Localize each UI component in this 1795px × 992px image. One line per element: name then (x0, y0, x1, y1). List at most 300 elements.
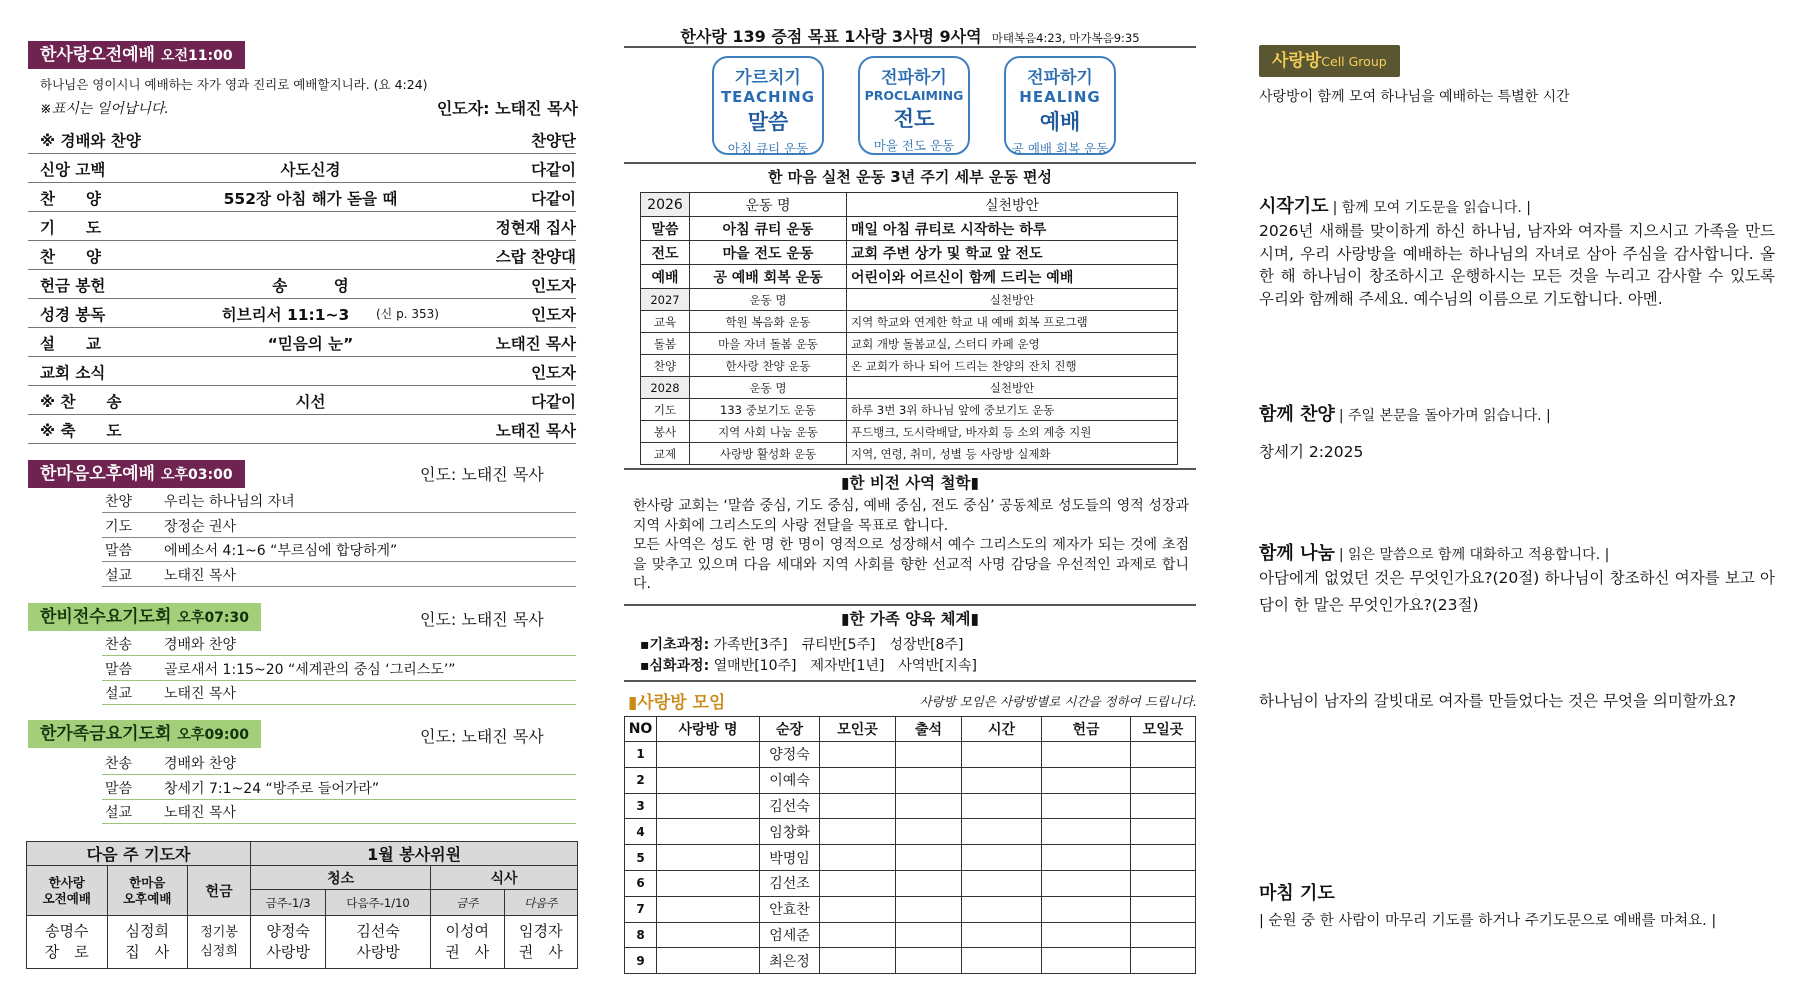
cell-blank-cell (820, 793, 896, 819)
closing-prayer-title: 마침 기도 (1259, 883, 1335, 904)
morning-service-time: 오전11:00 (160, 48, 233, 64)
friday-service-title: 한가족금요기도회 (40, 724, 172, 744)
cell-table-header: 모인곳 (820, 717, 896, 742)
cycle-plan: 실천방안 (847, 377, 1178, 399)
sharing-question-1: 아담에게 없었던 것은 무엇인가요?(20절) 하나님이 창조하신 여자를 보고 아담이 한 말은 무엇인가요?(23절) (1259, 569, 1775, 614)
cell-blank-cell (962, 870, 1042, 896)
afternoon-service-title: 한마음오후예배 (40, 464, 155, 484)
cycle-movement: 운동 명 (690, 377, 847, 399)
order-content: 송 영 (272, 277, 349, 295)
bubble-sub: 마을 전도 운동 (873, 138, 955, 153)
service-order-row (28, 327, 576, 357)
cell-blank-cell (1042, 767, 1131, 793)
cell-blank-cell (1042, 870, 1131, 896)
cycle-row (641, 193, 1178, 217)
bubble-main: 말씀 (747, 110, 789, 134)
cycle-movement: 운동 명 (690, 289, 847, 311)
praise-scripture: 창세기 2:2025 (1259, 443, 1364, 461)
cell-leader: 김선조 (760, 870, 820, 896)
cell-table-header: 시간 (962, 717, 1042, 742)
cell-meeting-divider (624, 680, 1196, 682)
order-content: 시선 (295, 393, 326, 411)
order-item: 설교 (105, 567, 133, 584)
sharing-title: 함께 나눔 (1259, 543, 1335, 564)
goal-title: 한사랑 139 증점 목표 1사랑 3사명 9사역 (680, 27, 982, 46)
cell-blank-cell (820, 819, 896, 845)
cycle-movement: 운동 명 (690, 193, 847, 217)
cell-blank-cell (1131, 819, 1196, 845)
praise-title: 함께 찬양 (1259, 404, 1335, 425)
cell-leader: 김선숙 (760, 793, 820, 819)
order-item: 말씀 (105, 661, 133, 678)
service-order-row (28, 414, 576, 444)
cell-group-badge (1259, 45, 1400, 77)
cell-row-number: 9 (625, 948, 657, 974)
cycle-category: 2026 (641, 193, 690, 217)
next-week-prayers-header: 다음 주 기도자 (27, 842, 251, 866)
cycle-plan: 교회 주변 상가 및 학교 앞 전도 (847, 241, 1178, 265)
cycle-movement: 사랑방 활성화 운동 (690, 443, 847, 465)
cell-leader: 최은정 (760, 948, 820, 974)
family-divider (624, 604, 1196, 606)
order-item: 기도 (105, 518, 133, 535)
cell-table-row (625, 845, 1196, 871)
friday-service-time: 오후09:00 (177, 727, 250, 743)
cycle-category: 봉사 (641, 421, 690, 443)
cell-row-number: 7 (625, 896, 657, 922)
service-order-row (28, 356, 576, 386)
col-offering: 헌금 (188, 866, 251, 916)
sharing-heading (1259, 539, 1609, 565)
cycle-row (641, 311, 1178, 333)
order-item: 헌금 봉헌 (40, 277, 106, 295)
friday-service-band (28, 720, 261, 748)
cycle-divider (624, 162, 1196, 164)
morning-service-band (28, 41, 245, 69)
order-item: 성경 봉독 (40, 306, 106, 324)
cell-meeting-title: ▮사랑방 모임 (628, 693, 726, 713)
order-content: 사도신경 (280, 161, 341, 179)
order-content: 경배와 찬양 (164, 756, 237, 772)
goal-bible-refs: 마태복음4:23, 마가복음9:35 (991, 31, 1140, 45)
cell-blank-cell (1042, 896, 1131, 922)
cycle-movement: 마을 자녀 돌봄 운동 (690, 333, 847, 355)
cell-blank-cell (896, 896, 962, 922)
afternoon-prayer-person: 심정희 집 사 (107, 916, 188, 969)
order-content: 장정순 권사 (164, 518, 237, 535)
cycle-plan: 실천방안 (847, 289, 1178, 311)
cell-table-row (625, 870, 1196, 896)
col-clean-next-week: 다음주-1/10 (326, 890, 431, 916)
order-item: 설교 (105, 805, 133, 821)
cell-blank-cell (896, 870, 962, 896)
order-item: 찬 양 (40, 190, 101, 208)
cell-blank-cell (1042, 819, 1131, 845)
wednesday-leader: 인도: 노태진 목사 (420, 610, 544, 629)
cell-table-row (625, 896, 1196, 922)
cycle-row (641, 377, 1178, 399)
order-content: 우리는 하나님의 자녀 (164, 494, 295, 510)
cell-name-cell (657, 819, 760, 845)
service-order-row (28, 298, 576, 328)
order-content: 창세기 7:1~24 “방주로 들어가라” (164, 780, 380, 797)
cycle-movement: 학원 복음화 운동 (690, 311, 847, 333)
closing-prayer-instruction: | 순원 중 한 사람이 마무리 기도를 하거나 주기도문으로 예배를 마쳐요. | (1259, 913, 1717, 929)
bubble-main: 전도 (893, 107, 935, 131)
col-meal: 식사 (431, 866, 578, 890)
cell-leader: 임창화 (760, 819, 820, 845)
cell-blank-cell (896, 793, 962, 819)
cell-table-header: 헌금 (1042, 717, 1131, 742)
service-order-row (28, 240, 576, 270)
vision-paragraph-1: 한사랑 교회는 ‘말씀 중심, 기도 중심, 예배 중심, 전도 중심’ 공동체로 성도들의 영적 성장과 지역 사회에 그리스도의 사랑 전달을 목표로 합니다. (633, 498, 1189, 534)
cell-name-cell (657, 896, 760, 922)
service-order-row (102, 631, 576, 656)
sharing-question-2: 하나님이 남자의 갈빗대로 여자를 만들었다는 것은 무엇을 의미할까요? (1259, 692, 1736, 710)
cell-meeting-note: 사랑방 모임은 사랑방별로 시간을 정하여 드립니다. (919, 694, 1197, 709)
cell-table-row (625, 948, 1196, 974)
meal-next-week-value: 임경자 권 사 (504, 916, 577, 969)
cycle-movement: 한사랑 찬양 운동 (690, 355, 847, 377)
service-order-row (102, 562, 576, 587)
cell-name-cell (657, 870, 760, 896)
cell-table-row (625, 767, 1196, 793)
order-person: 정현재 집사 (495, 219, 576, 237)
cell-blank-cell (962, 742, 1042, 768)
bubble-english: PROCLAIMING (864, 88, 964, 103)
cycle-category: 찬양 (641, 355, 690, 377)
cell-table-row (625, 742, 1196, 768)
cell-blank-cell (1131, 767, 1196, 793)
cycle-category: 교육 (641, 311, 690, 333)
ministry-bubble (712, 56, 824, 155)
morning-prayer-person: 송명수 장 로 (27, 916, 108, 969)
service-order-row (102, 488, 576, 513)
order-item: 교회 소식 (40, 364, 106, 382)
order-content-note: (신 p. 353) (376, 307, 439, 321)
order-person: 다같이 (531, 393, 576, 411)
order-person: 스랍 찬양대 (495, 248, 576, 266)
advanced-course-list: 열매반[10주] 제자반[1년] 사역반[지속] (713, 658, 977, 674)
order-item: 찬 양 (40, 248, 101, 266)
cell-meeting-table (624, 716, 1196, 974)
cell-table-header: 출석 (896, 717, 962, 742)
cell-blank-cell (1131, 896, 1196, 922)
cell-row-number: 6 (625, 870, 657, 896)
praise-instruction: | 주일 본문을 돌아가며 읽습니다. | (1338, 408, 1551, 424)
service-order-row (102, 537, 576, 562)
order-content: 에베소서 4:1~6 “부르심에 합당하게” (164, 543, 398, 559)
cycle-plan: 매일 아침 큐티로 시작하는 하루 (847, 217, 1178, 241)
friday-leader: 인도: 노태진 목사 (420, 727, 544, 746)
cell-name-cell (657, 767, 760, 793)
morning-leader: 인도자: 노태진 목사 (436, 99, 578, 118)
cell-blank-cell (962, 948, 1042, 974)
ministry-bubble (858, 56, 970, 155)
cycle-category: 돌봄 (641, 333, 690, 355)
afternoon-service-time: 오후03:00 (160, 467, 233, 483)
cell-blank-cell (962, 922, 1042, 948)
opening-prayer-heading (1259, 192, 1531, 218)
cycle-row (641, 265, 1178, 289)
cycle-category: 말씀 (641, 217, 690, 241)
order-content: “믿음의 눈” (267, 335, 354, 353)
cell-blank-cell (896, 922, 962, 948)
opening-prayer-title: 시작기도 (1259, 196, 1329, 217)
cycle-row (641, 355, 1178, 377)
service-order-row (28, 182, 576, 212)
cycle-movement: 지역 사회 나눔 운동 (690, 421, 847, 443)
order-person: 노태진 목사 (495, 422, 576, 440)
order-person: 다같이 (531, 161, 576, 179)
wednesday-service-time: 오후07:30 (177, 610, 250, 626)
col-meal-next-week: 다음주 (504, 890, 577, 916)
cycle-category: 전도 (641, 241, 690, 265)
cycle-row (641, 241, 1178, 265)
order-person: 인도자 (531, 364, 576, 382)
order-item: 설교 (105, 686, 133, 702)
opening-prayer-text: 2026년 새해를 맞이하게 하신 하나님, 남자와 여자를 지으시고 가족을 만드시며, 우리 사랑방을 예배하는 하나님의 자녀로 삼아 주심을 감사합니다. 올 한 해 하나님이 창조하시고 운행하시는 모든 것을 누리고 감사할 수 있도록 우리와 함께해 주세요. 예수님의 이름으로 기도합니다. 아멘. (1259, 222, 1775, 308)
cell-blank-cell (1042, 793, 1131, 819)
bubble-sub: 공 예배 회복 운동 (1011, 141, 1109, 156)
cell-row-number: 2 (625, 767, 657, 793)
cell-table-header: 사랑방 명 (657, 717, 760, 742)
service-order-row (102, 656, 576, 681)
cell-blank-cell (896, 819, 962, 845)
ministry-bubble (1004, 56, 1116, 155)
cell-table-header: 순장 (760, 717, 820, 742)
standing-note: ※표시는 일어납니다. (40, 101, 169, 117)
cell-table-header: 모일곳 (1131, 717, 1196, 742)
cell-group-badge-ko: 사랑방 (1272, 51, 1322, 71)
cell-table-row (625, 793, 1196, 819)
afternoon-leader: 인도: 노태진 목사 (420, 465, 544, 484)
cycle-category: 기도 (641, 399, 690, 421)
cycle-plan: 하루 3번 3위 하나님 앞에 중보기도 운동 (847, 399, 1178, 421)
advanced-course-line (640, 655, 977, 675)
cell-blank-cell (962, 793, 1042, 819)
cell-blank-cell (820, 922, 896, 948)
service-order-row (102, 775, 576, 800)
cell-row-number: 8 (625, 922, 657, 948)
clean-this-week-value: 양정숙 사랑방 (251, 916, 326, 969)
morning-service-title: 한사랑오전예배 (40, 45, 155, 65)
cell-name-cell (657, 922, 760, 948)
opening-prayer-instruction: | 함께 모여 기도문을 읽습니다. | (1332, 200, 1531, 216)
cell-blank-cell (1042, 845, 1131, 871)
bubble-english: HEALING (1019, 88, 1101, 106)
cell-blank-cell (1131, 793, 1196, 819)
cell-row-number: 1 (625, 742, 657, 768)
order-person: 인도자 (531, 306, 576, 324)
cycle-row (641, 217, 1178, 241)
movement-cycle-table (640, 192, 1178, 465)
cell-name-cell (657, 742, 760, 768)
sharing-instruction: | 읽은 말씀으로 함께 대화하고 적용합니다. | (1338, 547, 1610, 563)
service-order-row (28, 385, 576, 415)
cell-blank-cell (896, 948, 962, 974)
cell-leader: 이예숙 (760, 767, 820, 793)
cell-blank-cell (820, 767, 896, 793)
cell-leader: 안효찬 (760, 896, 820, 922)
cycle-row (641, 443, 1178, 465)
service-order-row (102, 680, 576, 705)
order-item: ※ 찬 송 (40, 393, 122, 411)
cell-table-row (625, 922, 1196, 948)
cell-blank-cell (962, 896, 1042, 922)
cycle-movement: 133 중보기도 운동 (690, 399, 847, 421)
cell-blank-cell (820, 845, 896, 871)
service-order-row (28, 211, 576, 241)
cycle-plan: 어린이와 어르신이 함께 드리는 예배 (847, 265, 1178, 289)
bubble-main: 예배 (1039, 110, 1081, 134)
cell-blank-cell (820, 742, 896, 768)
goal-heading (624, 24, 1196, 47)
service-order-row (28, 269, 576, 299)
col-afternoon-service: 한마음 오후예배 (107, 866, 188, 916)
cell-leader: 박명임 (760, 845, 820, 871)
order-content: 552장 아침 해가 돋을 때 (223, 190, 398, 208)
cycle-plan: 실천방안 (847, 193, 1178, 217)
col-cleaning: 청소 (251, 866, 431, 890)
cell-name-cell (657, 793, 760, 819)
service-order-row (28, 153, 576, 183)
col-morning-service: 한사랑 오전예배 (27, 866, 108, 916)
vision-title: ▮한 비전 사역 철학▮ (840, 474, 980, 492)
service-order-row (102, 750, 576, 775)
cell-blank-cell (896, 742, 962, 768)
cell-blank-cell (962, 767, 1042, 793)
cell-row-number: 3 (625, 793, 657, 819)
meal-this-week-value: 이성여 권 사 (431, 916, 504, 969)
vision-paragraph-2: 모든 사역은 성도 한 명 한 명이 영적으로 성장해서 예수 그리스도의 제자가 되는 것에 초점을 맞추고 있으며 다음 세대와 지역 사회를 향한 선교적 사명 감당을 우선적인 과제로 합니다. (633, 537, 1189, 592)
cycle-plan: 온 교회가 하나 되어 드리는 찬양의 잔치 진행 (847, 355, 1178, 377)
bubble-korean: 전파하기 (1027, 68, 1093, 88)
cycle-category: 2028 (641, 377, 690, 399)
cell-leader: 양정숙 (760, 742, 820, 768)
cycle-plan: 지역, 연령, 취미, 성별 등 사랑방 실제화 (847, 443, 1178, 465)
cell-blank-cell (1131, 742, 1196, 768)
wednesday-service-title: 한비전수요기도회 (40, 607, 172, 627)
cell-table-header-row (625, 717, 1196, 742)
cycle-movement: 아침 큐티 운동 (690, 217, 847, 241)
order-content: 경배와 찬양 (164, 637, 237, 653)
basic-course-label: ▪기초과정: (640, 637, 710, 653)
cycle-title: 한 마음 실천 운동 3년 주기 세부 운동 편성 (767, 168, 1053, 186)
cell-table-row (625, 819, 1196, 845)
order-content: 노태진 목사 (164, 567, 237, 584)
morning-verse: 하나님은 영이시니 예배하는 자가 영과 진리로 예배할지니라. (요 4:24) (40, 77, 428, 92)
cell-blank-cell (962, 819, 1042, 845)
cycle-category: 교제 (641, 443, 690, 465)
offering-prayer-persons: 정기봉 심정희 (188, 916, 251, 969)
order-item: 찬송 (105, 637, 133, 653)
order-item: 찬송 (105, 756, 133, 772)
cell-blank-cell (1131, 922, 1196, 948)
january-volunteers-header: 1월 봉사위원 (251, 842, 578, 866)
order-item: 찬양 (105, 494, 133, 510)
afternoon-service-band (28, 460, 245, 488)
family-title: ▮한 가족 양육 체계▮ (840, 610, 980, 628)
cell-blank-cell (820, 870, 896, 896)
order-item: ※ 경배와 찬양 (40, 132, 141, 150)
cycle-movement: 공 예배 회복 운동 (690, 265, 847, 289)
cycle-plan: 지역 학교와 연계한 학교 내 예배 회복 프로그램 (847, 311, 1178, 333)
bubble-sub: 아침 큐티 운동 (727, 141, 809, 156)
cell-blank-cell (1042, 948, 1131, 974)
praise-heading (1259, 400, 1551, 426)
cycle-row (641, 421, 1178, 443)
order-person: 찬양단 (531, 132, 576, 150)
vision-divider (624, 468, 1196, 470)
col-clean-this-week: 금주-1/3 (251, 890, 326, 916)
cycle-row (641, 333, 1178, 355)
col-meal-this-week: 금주 (431, 890, 504, 916)
cell-blank-cell (896, 845, 962, 871)
cell-blank-cell (896, 767, 962, 793)
cell-group-badge-en: Cell Group (1321, 54, 1387, 69)
cell-table-header: NO (625, 717, 657, 742)
cell-group-intro: 사랑방이 함께 모여 하나님을 예배하는 특별한 시간 (1259, 89, 1570, 105)
order-item: 설 교 (40, 335, 101, 353)
order-person: 다같이 (531, 190, 576, 208)
order-content: 골로새서 1:15~20 “세계관의 중심 ‘그리스도’” (164, 661, 456, 678)
cycle-plan: 푸드뱅크, 도시락배달, 바자회 등 소외 계층 지원 (847, 421, 1178, 443)
cycle-row (641, 289, 1178, 311)
basic-course-list: 가족반[3주] 큐티반[5주] 성장반[8주] (713, 637, 964, 653)
cell-blank-cell (820, 948, 896, 974)
order-person: 노태진 목사 (495, 335, 576, 353)
order-item: 말씀 (105, 780, 133, 797)
prayer-volunteer-table (26, 841, 578, 969)
cycle-movement: 마을 전도 운동 (690, 241, 847, 265)
cell-name-cell (657, 845, 760, 871)
cycle-plan: 교회 개방 돌봄교실, 스터디 카페 운영 (847, 333, 1178, 355)
bubble-english: TEACHING (720, 88, 816, 106)
order-content: 노태진 목사 (164, 686, 237, 702)
cycle-category: 2027 (641, 289, 690, 311)
bubble-korean: 가르치기 (735, 68, 801, 88)
clean-next-week-value: 김선숙 사랑방 (326, 916, 431, 969)
cycle-category: 예배 (641, 265, 690, 289)
service-order-row (102, 799, 576, 824)
bubble-korean: 전파하기 (881, 68, 947, 88)
wednesday-service-band (28, 603, 261, 631)
cell-blank-cell (1042, 922, 1131, 948)
cell-name-cell (657, 948, 760, 974)
cycle-row (641, 399, 1178, 421)
cell-blank-cell (962, 845, 1042, 871)
order-item: 신앙 고백 (40, 161, 106, 179)
service-order-row (28, 124, 576, 154)
cell-blank-cell (1131, 870, 1196, 896)
order-content: 노태진 목사 (164, 805, 237, 821)
cell-leader: 엄세준 (760, 922, 820, 948)
service-order-row (102, 513, 576, 538)
order-person: 인도자 (531, 277, 576, 295)
cell-row-number: 5 (625, 845, 657, 871)
goal-divider (624, 46, 1196, 48)
order-content: 히브리서 11:1~3 (221, 306, 350, 324)
cell-row-number: 4 (625, 819, 657, 845)
order-item: 기 도 (40, 219, 101, 237)
cell-blank-cell (1042, 742, 1131, 768)
advanced-course-label: ▪심화과정: (640, 658, 710, 674)
cell-blank-cell (1131, 948, 1196, 974)
cell-blank-cell (820, 896, 896, 922)
order-item: ※ 축 도 (40, 422, 122, 440)
cell-blank-cell (1131, 845, 1196, 871)
